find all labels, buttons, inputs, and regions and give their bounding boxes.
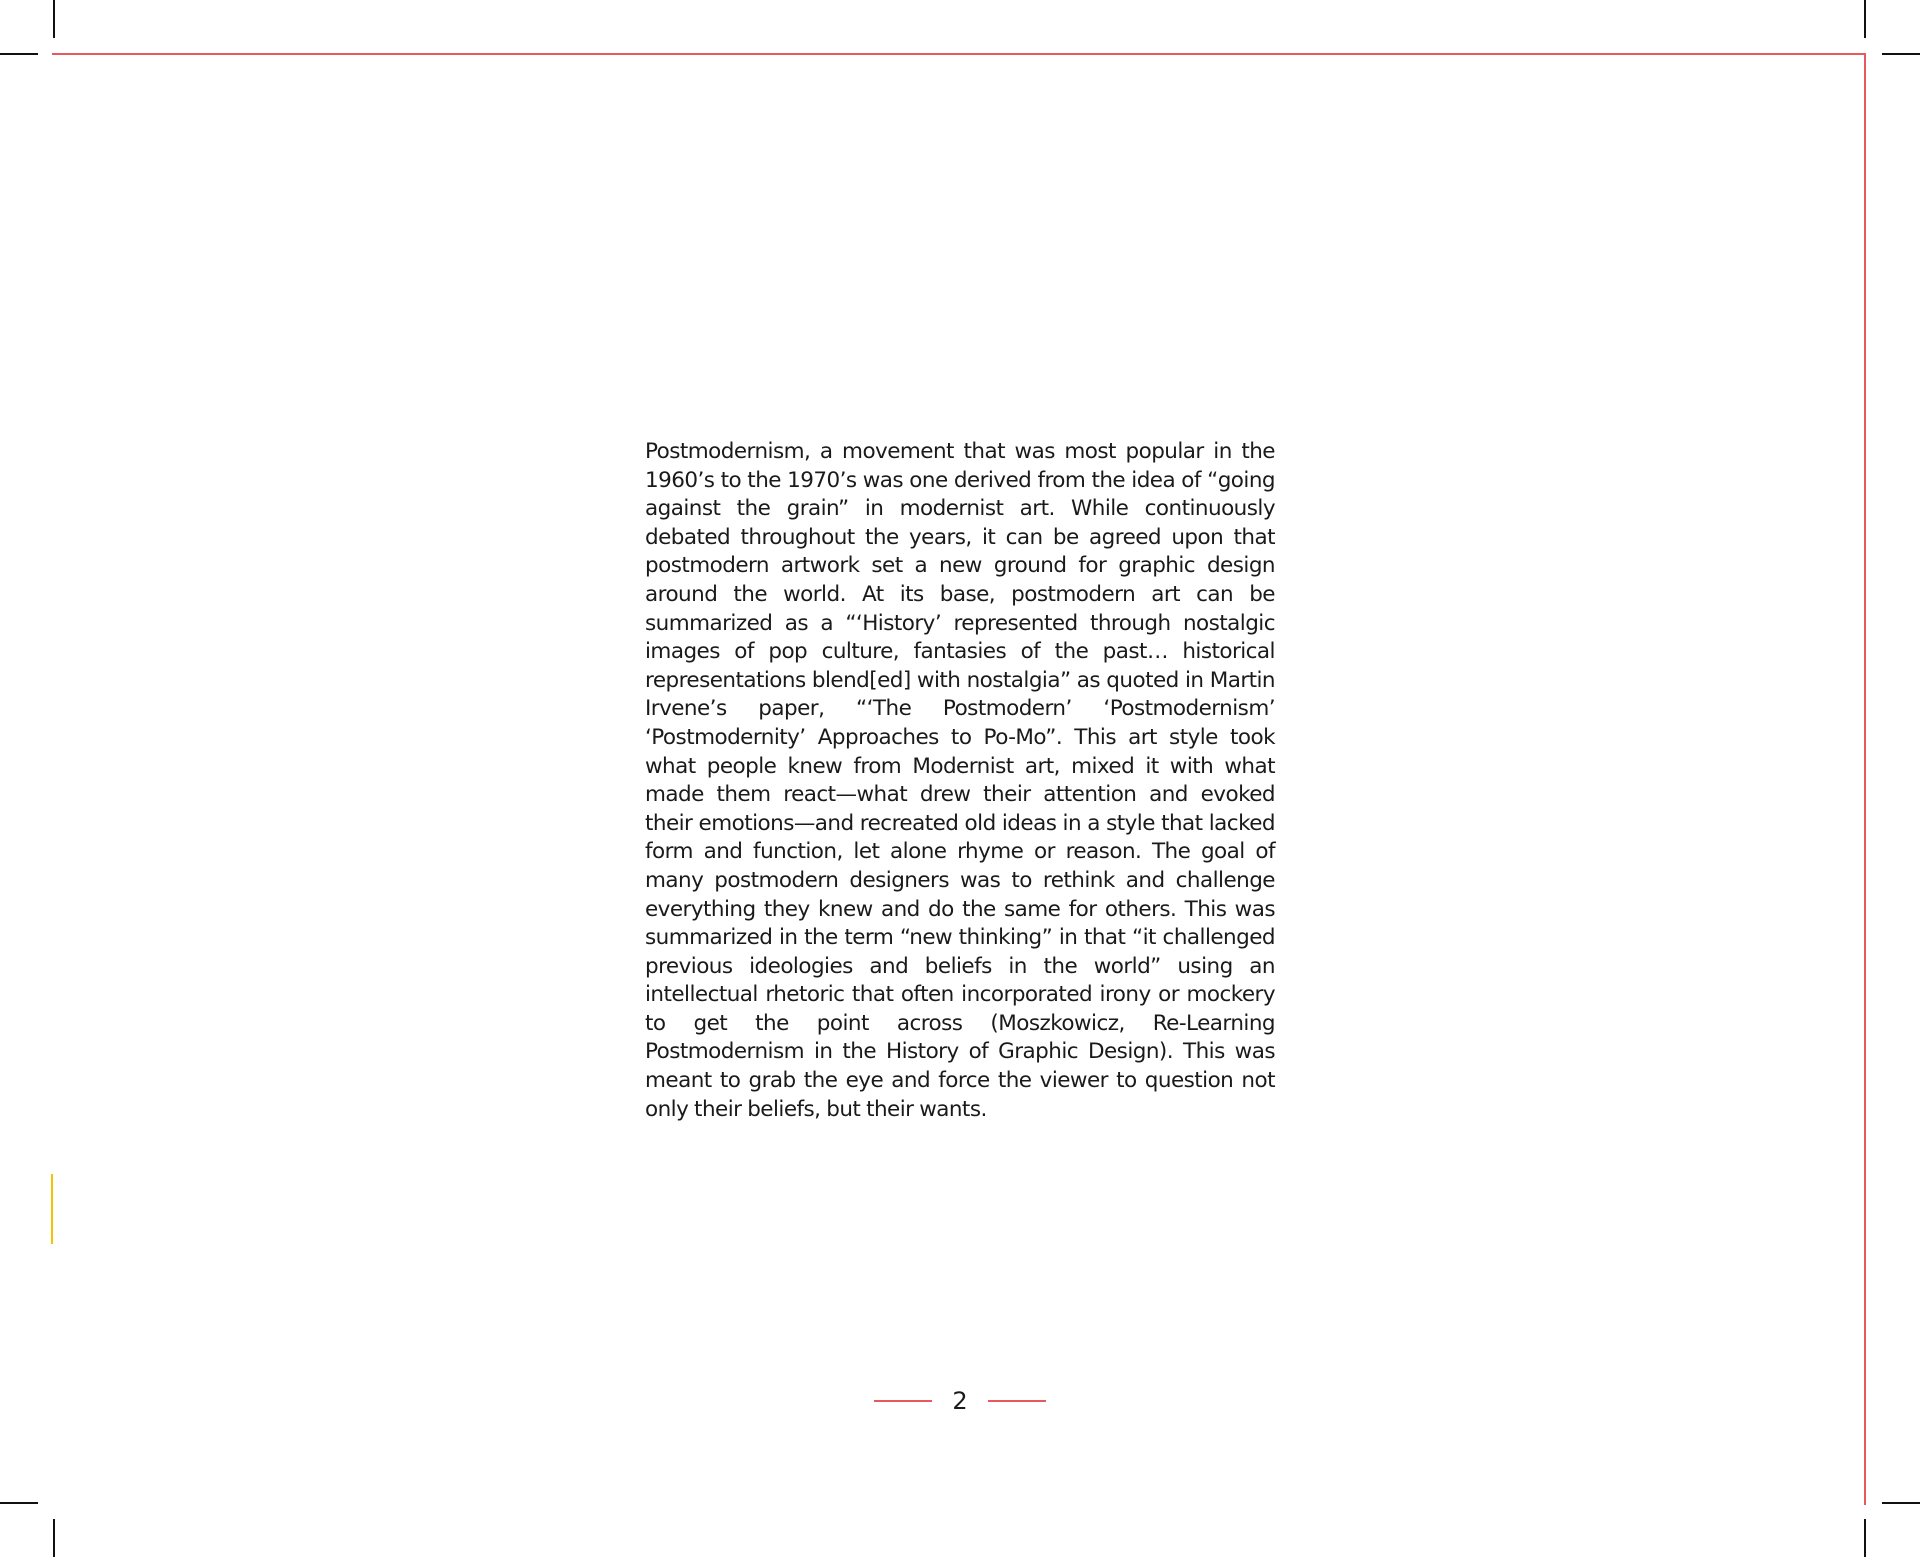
crop-mark-bottom-right-horizontal — [1882, 1502, 1920, 1504]
crop-mark-bottom-right-vertical — [1864, 1519, 1866, 1557]
crop-mark-bottom-left-vertical — [53, 1519, 55, 1557]
crop-mark-bottom-left-horizontal — [0, 1502, 38, 1504]
crop-mark-top-right-vertical — [1864, 0, 1866, 38]
page-number-right-rule — [988, 1400, 1046, 1402]
page-number-left-rule — [874, 1400, 932, 1402]
crop-mark-top-right-horizontal — [1882, 53, 1920, 55]
page-frame-top-rule — [52, 53, 1866, 55]
page-footer — [874, 1383, 1046, 1419]
body-paragraph: Postmodernism, a movement that was most popular in the 1960’s to the 1970’s was one derived from the idea of “going against the grain” in modernist art. While continuously debated throughout the years, it can be agreed upon that postmodern artwork set a new ground for graphic design around the world. At its base, postmodern art can be summarized as a “‘History’ represented through nostalgic images of pop culture, fantasies of the past… historical representations blend[ed] with nostalgia” as quoted in Martin Irvene’s paper, “‘The Postmodern’ ‘Postmodernism’ ‘Postmodernity’ Approaches to Po-Mo”. This art style took what people knew from Modernist art, mixed it with what made them react—what drew their attention and evoked their emotions—and recreated old ideas in a style that lacked form and function, let alone rhyme or reason. The goal of many postmodern designers was to rethink and challenge everything they knew and do the same for others. This was summarized in the term “new thinking” in that “it challenged previous ideologies and beliefs in the world” using an intellectual rhetoric that often incorporated irony or mockery to get the point across (Moszkowicz, Re-Learning Postmodernism in the History of Graphic Design). This was meant to grab the eye and force the viewer to question not only their beliefs, but their wants. — [645, 439, 1275, 1122]
edge-marker — [51, 1174, 53, 1244]
page-frame-right-rule — [1864, 53, 1866, 1505]
crop-mark-top-left-horizontal — [0, 53, 38, 55]
crop-mark-top-left-vertical — [53, 0, 55, 38]
page-number: 2 — [952, 1387, 968, 1415]
